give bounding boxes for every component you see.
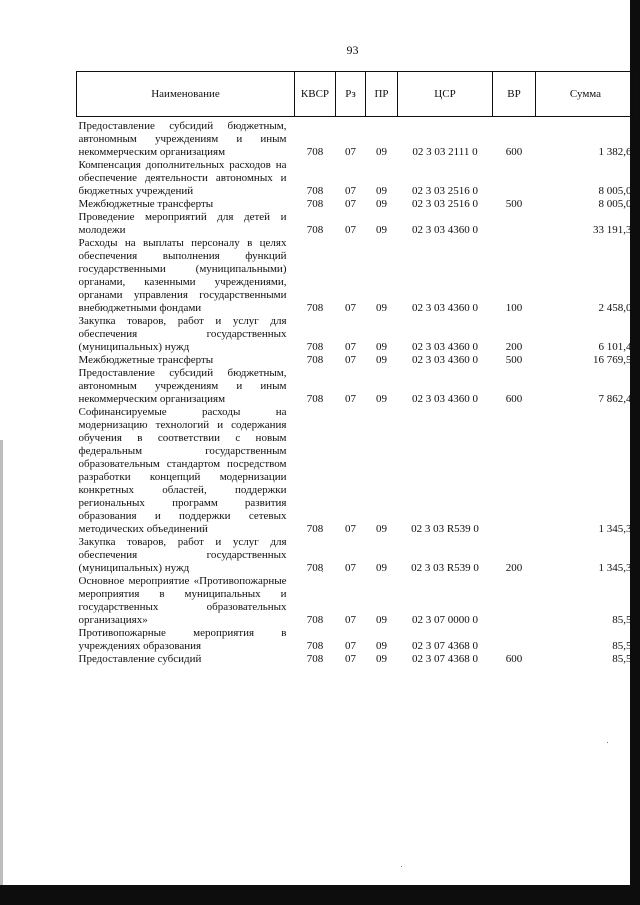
row-pr-cell: 09	[376, 614, 387, 626]
table-row	[77, 536, 636, 575]
row-kvsr-cell: 708	[306, 198, 324, 210]
table-row	[77, 315, 636, 354]
row-pr-cell: 09	[376, 302, 387, 314]
page-number: 93	[346, 43, 359, 57]
row-sum-cell: 7 862,4	[598, 393, 632, 405]
row-pr-cell: 09	[376, 354, 387, 366]
row-pr-cell: 09	[376, 562, 387, 574]
row-kvsr-cell: 708	[306, 614, 324, 626]
row-csr-cell: 02 3 07 4368 0	[412, 653, 478, 665]
table-row	[77, 198, 636, 211]
row-vr-cell	[493, 159, 536, 198]
row-csr-cell: 02 3 03 4360 0	[412, 302, 478, 314]
row-rz-cell: 07	[345, 640, 356, 652]
row-kvsr-cell: 708	[306, 146, 324, 158]
column-header-kvsr: КВСР	[295, 72, 336, 117]
row-rz-cell: 07	[345, 198, 356, 210]
row-name-cell: Предоставление субсидий	[78, 653, 202, 665]
row-kvsr-cell: 708	[306, 393, 324, 405]
table-body	[77, 117, 636, 667]
row-kvsr-cell: 708	[306, 562, 324, 574]
row-rz-cell: 07	[345, 341, 356, 353]
row-pr-cell: 09	[376, 393, 387, 405]
table-row	[77, 211, 636, 237]
row-csr-cell: 02 3 03 2111 0	[412, 146, 478, 158]
row-pr-cell: 09	[376, 523, 387, 535]
row-csr-cell: 02 3 03 4360 0	[412, 341, 478, 353]
row-csr-cell: 02 3 03 2516 0	[412, 185, 478, 197]
row-sum-cell: 33 191,3	[593, 224, 632, 236]
row-vr-cell	[493, 575, 536, 627]
row-pr-cell: 09	[376, 341, 387, 353]
table-row	[77, 354, 636, 367]
row-rz-cell: 07	[345, 185, 356, 197]
row-vr-cell: 600	[505, 393, 523, 405]
row-vr-cell: 500	[505, 198, 523, 210]
scan-speck	[607, 742, 608, 743]
row-vr-cell: 500	[505, 354, 523, 366]
row-csr-cell: 02 3 03 4360 0	[412, 354, 478, 366]
table-row	[77, 367, 636, 406]
row-vr-cell: 100	[505, 302, 523, 314]
table-row	[77, 406, 636, 536]
row-sum-cell: 6 101,4	[598, 341, 632, 353]
row-name-cell: Основное мероприятие «Противопожарные мероприятия в муниципальных и государственных образовательных организациях»	[78, 575, 287, 626]
row-name-cell: Межбюджетные трансферты	[78, 198, 214, 210]
row-vr-cell	[493, 211, 536, 237]
row-csr-cell: 02 3 03 R539 0	[411, 523, 479, 535]
row-pr-cell: 09	[376, 640, 387, 652]
row-kvsr-cell: 708	[306, 185, 324, 197]
row-rz-cell: 07	[345, 393, 356, 405]
row-rz-cell: 07	[345, 224, 356, 236]
row-sum-cell: 8 005,0	[598, 198, 632, 210]
row-kvsr-cell: 708	[306, 653, 324, 665]
row-vr-cell: 200	[505, 562, 523, 574]
row-rz-cell: 07	[345, 146, 356, 158]
row-rz-cell: 07	[345, 614, 356, 626]
row-kvsr-cell: 708	[306, 354, 324, 366]
row-name-cell: Противопожарные мероприятия в учреждениях образования	[78, 627, 287, 652]
table-row	[77, 575, 636, 627]
scan-bottom-edge	[0, 885, 640, 905]
row-rz-cell: 07	[345, 354, 356, 366]
row-csr-cell: 02 3 03 4360 0	[412, 224, 478, 236]
row-sum-cell: 2 458,0	[598, 302, 632, 314]
row-rz-cell: 07	[345, 562, 356, 574]
scan-speck	[401, 866, 402, 867]
table-row	[77, 653, 636, 666]
column-header-name: Наименование	[77, 72, 295, 117]
row-name-cell: Предоставление субсидий бюджетным, автономным учреждениям и иным некоммерческим организациям	[78, 120, 287, 158]
row-vr-cell: 200	[505, 341, 523, 353]
column-header-pr: ПР	[366, 72, 398, 117]
table-row	[77, 627, 636, 653]
row-csr-cell: 02 3 03 2516 0	[412, 198, 478, 210]
row-kvsr-cell: 708	[306, 224, 324, 236]
column-header-vr: ВР	[493, 72, 536, 117]
row-vr-cell: 600	[505, 653, 523, 665]
row-pr-cell: 09	[376, 224, 387, 236]
row-pr-cell: 09	[376, 198, 387, 210]
row-csr-cell: 02 3 07 4368 0	[412, 640, 478, 652]
row-name-cell: Закупка товаров, работ и услуг для обеспечения государственных (муниципальных) нужд	[78, 315, 287, 353]
row-kvsr-cell: 708	[306, 341, 324, 353]
row-sum-cell: 85,5	[612, 640, 632, 652]
row-name-cell: Закупка товаров, работ и услуг для обеспечения государственных (муниципальных) нужд	[78, 536, 287, 574]
row-name-cell: Компенсация дополнительных расходов на обеспечение деятельности автономных и бюджетных учреждений	[78, 159, 287, 197]
row-rz-cell: 07	[345, 523, 356, 535]
row-kvsr-cell: 708	[306, 523, 324, 535]
row-sum-cell: 16 769,5	[593, 354, 632, 366]
row-pr-cell: 09	[376, 653, 387, 665]
row-name-cell: Предоставление субсидий бюджетным, автономным учреждениям и иным некоммерческим организациям	[78, 367, 287, 405]
row-sum-cell: 1 345,3	[598, 562, 632, 574]
row-vr-cell	[493, 627, 536, 653]
table-row	[77, 159, 636, 198]
row-kvsr-cell: 708	[306, 302, 324, 314]
row-name-cell: Проведение мероприятий для детей и молодежи	[78, 211, 287, 236]
row-vr-cell	[493, 406, 536, 536]
row-rz-cell: 07	[345, 302, 356, 314]
row-vr-cell: 600	[505, 146, 523, 158]
row-sum-cell: 85,5	[612, 614, 632, 626]
budget-table	[76, 71, 636, 666]
row-name-cell: Софинансируемые расходы на модернизацию технологий и содержания обучения в соответствии с новым федеральным государственным образовательным стандартом посредством разработки концепций модернизации конкретных областей, поддержки региональных программ развития образования и поддержки сетевых методических объединений	[78, 406, 287, 535]
row-pr-cell: 09	[376, 146, 387, 158]
table-header-row	[77, 72, 636, 117]
row-pr-cell: 09	[376, 185, 387, 197]
row-rz-cell: 07	[345, 653, 356, 665]
row-sum-cell: 1 345,3	[598, 523, 632, 535]
row-csr-cell: 02 3 03 R539 0	[411, 562, 479, 574]
row-kvsr-cell: 708	[306, 640, 324, 652]
column-header-rz: Рз	[336, 72, 366, 117]
row-csr-cell: 02 3 07 0000 0	[412, 614, 478, 626]
column-header-sum: Сумма	[536, 72, 636, 117]
row-sum-cell: 85,5	[612, 653, 632, 665]
row-csr-cell: 02 3 03 4360 0	[412, 393, 478, 405]
row-sum-cell: 1 382,6	[598, 146, 632, 158]
table-row	[77, 117, 636, 160]
scan-left-shadow	[0, 440, 3, 885]
row-name-cell: Расходы на выплаты персоналу в целях обеспечения выполнения функций государственными (муниципальными) органами, казенными учреждениями, органами управления государственными внебюджетными фондами	[78, 237, 287, 314]
row-sum-cell: 8 005,0	[598, 185, 632, 197]
table-row	[77, 237, 636, 315]
row-name-cell: Межбюджетные трансферты	[78, 354, 214, 366]
column-header-csr: ЦСР	[398, 72, 493, 117]
